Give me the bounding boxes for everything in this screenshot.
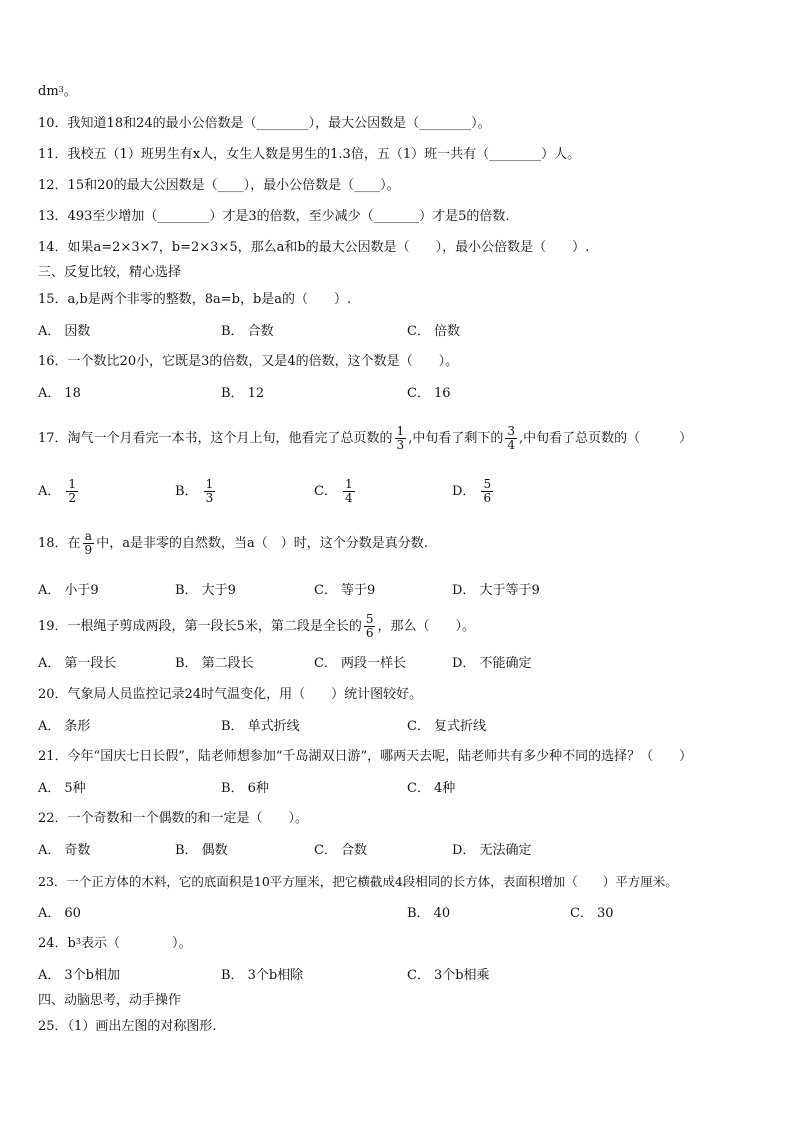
option-label: A． — [38, 906, 61, 921]
option-text: 12 — [247, 386, 265, 401]
denominator: 6 — [365, 626, 374, 640]
denominator: 4 — [344, 491, 353, 505]
denominator: 9 — [84, 543, 93, 557]
question-24-options — [38, 967, 778, 987]
question-25: 25．（1）画出左图的对称图形. — [38, 1019, 217, 1034]
question-12: 12．15和20的最大公因数是（____），最小公倍数是（____）。 — [38, 178, 400, 193]
option-d[interactable] — [452, 655, 531, 673]
option-b[interactable] — [221, 967, 303, 985]
option-label: D． — [452, 484, 476, 499]
option-label: A． — [38, 843, 61, 858]
option-a[interactable] — [38, 475, 80, 509]
option-text: 16 — [433, 386, 451, 401]
q18-text-2: 中，a是非零的自然数，当a（ ）时，这个分数是真分数. — [96, 536, 428, 551]
question-17-options — [38, 475, 778, 511]
option-text: 偶数 — [201, 843, 228, 858]
denominator: 3 — [205, 491, 214, 505]
option-label: C． — [407, 719, 430, 734]
option-label: B． — [221, 781, 244, 796]
option-label: B． — [221, 719, 244, 734]
option-d[interactable] — [452, 582, 540, 600]
option-b[interactable] — [221, 780, 269, 798]
option-text: 第一段长 — [64, 656, 117, 671]
option-text: 60 — [64, 906, 81, 921]
question-14: 14．如果a=2×3×7，b=2×3×5，那么a和b的最大公因数是（ ），最小公倍数是（ ）. — [38, 240, 590, 255]
q18-text-1: 18．在 — [38, 536, 81, 551]
question-16: 16．一个数比20小，它既是3的倍数，又是4的倍数，这个数是（ ）。 — [38, 354, 459, 369]
numerator: 1 — [68, 477, 77, 491]
q17-text-1: 17．淘气一个月看完一本书，这个月上旬，他看完了总页数的 — [38, 431, 393, 446]
option-label: D． — [452, 583, 476, 598]
option-label: C． — [314, 484, 337, 499]
option-a[interactable] — [38, 967, 120, 985]
question-23: 23．一个正方体的木料，它的底面积是10平方厘米，把它横截成4段相同的长方体，表面积增加（ ）平方厘米。 — [38, 874, 678, 889]
option-a[interactable] — [38, 905, 81, 923]
numerator: 1 — [396, 424, 405, 438]
fraction — [505, 425, 517, 452]
option-label: D． — [452, 656, 476, 671]
option-label: B． — [221, 324, 244, 339]
option-text: 等于9 — [340, 583, 376, 598]
q19-text-2: ，那么（ ）。 — [377, 619, 475, 634]
option-a[interactable] — [38, 780, 86, 798]
option-d[interactable] — [452, 475, 495, 509]
question-15-options — [38, 323, 778, 343]
option-text: 两段一样长 — [340, 656, 406, 671]
question-17 — [38, 424, 692, 454]
q19-text-1: 19．一根绳子剪成两段，第一段长5米，第二段是全长的 — [38, 619, 362, 634]
option-text: 小于9 — [64, 583, 99, 598]
option-text: 5种 — [64, 781, 86, 796]
option-text: 合数 — [247, 324, 274, 339]
exponent: 3 — [75, 937, 81, 946]
option-text: 因数 — [64, 324, 91, 339]
option-text: 3个b相加 — [64, 968, 120, 983]
q17-text-3: ,中旬看了总页数的（ ） — [518, 431, 693, 446]
fraction — [66, 478, 78, 505]
option-label: C． — [314, 843, 337, 858]
denominator: 2 — [68, 491, 77, 505]
option-text: 倍数 — [433, 324, 460, 339]
numerator: 5 — [483, 477, 492, 491]
unit-text: dm — [38, 84, 59, 99]
option-a[interactable] — [38, 385, 81, 403]
option-text: 无法确定 — [479, 843, 532, 858]
option-label: A． — [38, 656, 61, 671]
option-a[interactable] — [38, 718, 90, 736]
option-label: C． — [407, 781, 430, 796]
option-label: A． — [38, 324, 61, 339]
option-label: B． — [221, 386, 244, 401]
option-text: 复式折线 — [433, 719, 486, 734]
option-b[interactable] — [175, 842, 228, 860]
question-18 — [38, 529, 428, 559]
q17-text-2: ,中旬看了剩下的 — [408, 431, 504, 446]
option-c[interactable] — [407, 323, 460, 341]
option-a[interactable] — [38, 323, 90, 341]
fraction — [343, 478, 355, 505]
denominator: 3 — [396, 438, 405, 452]
option-label: D． — [452, 843, 476, 858]
question-20-options — [38, 718, 778, 738]
option-text: 3个b相除 — [247, 968, 304, 983]
option-text: 18 — [64, 386, 81, 401]
q24-text-1: 24．b — [38, 936, 76, 951]
option-b[interactable] — [407, 905, 450, 923]
denominator: 4 — [507, 438, 515, 452]
question-16-options — [38, 385, 778, 405]
fraction — [83, 530, 95, 557]
numerator: 3 — [507, 424, 515, 438]
option-label: C． — [570, 906, 593, 921]
q24-text-2: 表示（ ）。 — [80, 936, 192, 951]
numerator: 5 — [365, 612, 374, 626]
option-text: 不能确定 — [479, 656, 532, 671]
numerator: a — [84, 529, 92, 543]
option-text: 大于等于9 — [479, 583, 540, 598]
unit-end: 。 — [63, 84, 77, 99]
option-c[interactable] — [407, 780, 455, 798]
option-label: B． — [175, 583, 198, 598]
option-label: B． — [407, 906, 430, 921]
option-label: A． — [38, 583, 61, 598]
question-21: 21．今年“国庆七日长假”，陆老师想参加“千岛湖双日游”，哪两天去呢，陆老师共有多少种不同的选择？（ ） — [38, 749, 693, 764]
option-c[interactable] — [314, 842, 367, 860]
option-b[interactable] — [175, 475, 217, 509]
question-23-options — [38, 905, 778, 925]
option-label: A． — [38, 719, 61, 734]
option-c[interactable] — [407, 385, 451, 403]
option-label: C． — [407, 386, 430, 401]
option-label: A． — [38, 386, 61, 401]
option-c[interactable] — [407, 967, 490, 985]
question-22: 22．一个奇数和一个偶数的和一定是（ ）。 — [38, 811, 309, 826]
option-c[interactable] — [314, 582, 375, 600]
option-label: C． — [407, 324, 430, 339]
question-19 — [38, 612, 475, 642]
section-3-heading: 三、反复比较，精心选择 — [38, 265, 182, 280]
question-20: 20．气象局人员监控记录24时气温变化，用（ ）统计图较好。 — [38, 687, 423, 702]
question-22-options — [38, 842, 778, 862]
section-4-heading: 四、动脑思考，动手操作 — [38, 993, 182, 1008]
option-label: B． — [221, 968, 244, 983]
option-b[interactable] — [221, 323, 274, 341]
option-label: A． — [38, 968, 61, 983]
option-label: C． — [314, 656, 337, 671]
option-label: B． — [175, 656, 198, 671]
fraction — [364, 613, 376, 640]
option-text: 3个b相乘 — [433, 968, 490, 983]
question-21-options — [38, 780, 778, 800]
numerator: 1 — [205, 477, 214, 491]
option-d[interactable] — [452, 842, 531, 860]
question-18-options — [38, 582, 778, 602]
question-11: 11．我校五（1）班男生有x人，女生人数是男生的1.3倍，五（1）班一共有（________）人。 — [38, 147, 581, 162]
option-c[interactable] — [407, 718, 486, 736]
fraction — [481, 478, 493, 505]
option-label: C． — [407, 968, 430, 983]
option-b[interactable] — [221, 718, 300, 736]
option-b[interactable] — [175, 655, 254, 673]
option-c[interactable] — [314, 475, 357, 509]
numerator: 1 — [344, 477, 353, 491]
unit-superscript: 3 — [58, 85, 64, 94]
question-10: 10．我知道18和24的最小公倍数是（________），最大公因数是（________）。 — [38, 116, 491, 131]
fraction — [395, 425, 407, 452]
denominator: 6 — [483, 491, 492, 505]
option-a[interactable] — [38, 655, 116, 673]
option-label: C． — [314, 583, 337, 598]
option-label: B． — [175, 843, 198, 858]
option-a[interactable] — [38, 842, 90, 860]
option-text: 单式折线 — [247, 719, 300, 734]
question-19-options — [38, 655, 778, 675]
option-text: 第二段长 — [201, 656, 254, 671]
unit-fragment — [38, 84, 77, 100]
option-text: 大于9 — [201, 583, 236, 598]
option-text: 4种 — [433, 781, 456, 796]
question-15: 15．a,b是两个非零的整数，8a=b，b是a的（ ）. — [38, 292, 352, 307]
question-24 — [38, 936, 191, 952]
option-text: 30 — [596, 906, 614, 921]
option-b[interactable] — [175, 582, 236, 600]
option-a[interactable] — [38, 582, 99, 600]
option-label: A． — [38, 781, 61, 796]
option-c[interactable] — [314, 655, 406, 673]
option-text: 合数 — [340, 843, 367, 858]
fraction — [204, 478, 216, 505]
option-text: 奇数 — [64, 843, 91, 858]
option-b[interactable] — [221, 385, 264, 403]
option-text: 条形 — [64, 719, 91, 734]
option-text: 40 — [433, 906, 451, 921]
option-label: B． — [175, 484, 198, 499]
option-text: 6种 — [247, 781, 269, 796]
question-13: 13．493至少增加（________）才是3的倍数，至少减少（_______）才是5的倍数. — [38, 209, 510, 224]
option-c[interactable] — [570, 905, 614, 923]
option-label: A． — [38, 484, 61, 499]
